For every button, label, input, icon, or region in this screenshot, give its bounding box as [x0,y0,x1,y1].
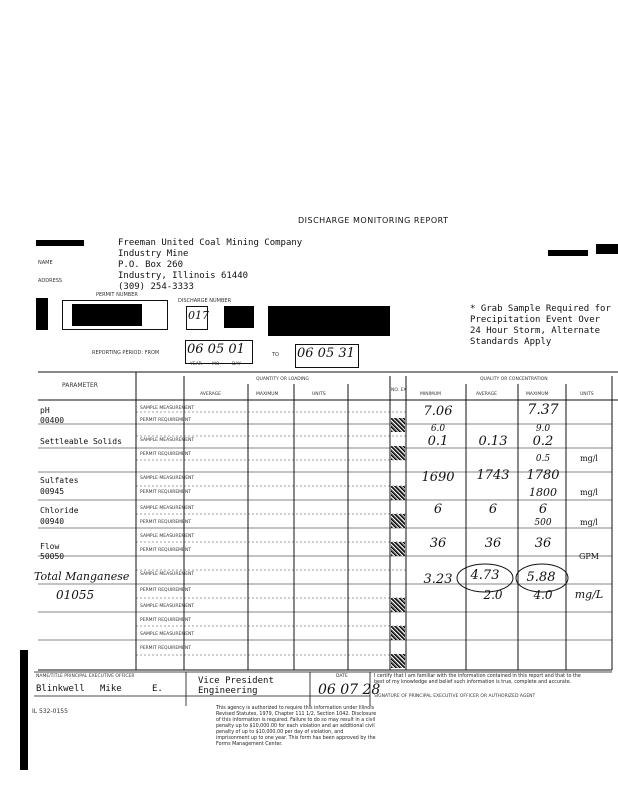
units: mg/l [580,488,598,497]
sample-maximum: 0.2 [532,434,554,449]
col-header-minimum: MINIMUM [420,392,441,397]
to-label: TO [272,352,279,358]
permit-requirement-label: PERMIT REQUIREMENT [140,418,192,423]
quantity-header: QUANTITY OR LOADING [256,377,309,382]
officer-label: NAME/TITLE PRINCIPAL EXECUTIVE OFFICER [36,674,135,679]
parameter-name: Settleable Solids [40,437,122,446]
parameter-name: Chloride [40,506,79,515]
sample-measurement-label: SAMPLE MEASUREMENT [140,534,195,539]
sample-maximum: 1780 [526,468,560,483]
sample-maximum: 5.88 [526,570,556,585]
permit-maximum: 0.5 [535,454,551,464]
parameter-name: pH [40,406,50,415]
company-city: Industry, Illinois 61440 [118,271,249,281]
parameter-code: 50050 [40,552,65,561]
sample-minimum: 6 [433,502,443,517]
permit-average: 2.0 [483,588,503,602]
certification-text: I certify that I am familiar with the information contained in this report and that to the best of my knowledge and belief such information is true, complete and accurate. [374,674,581,685]
company-phone: (309) 254-3333 [118,282,194,292]
parameter-code: 00945 [40,487,65,496]
permit-requirement-label: PERMIT REQUIREMENT [140,520,192,525]
discharge-number: 017 [188,309,209,322]
form-code: IL 532-0155 [32,708,68,715]
sample-measurement-label: SAMPLE MEASUREMENT [140,572,195,577]
permit-label: PERMIT NUMBER [96,292,138,298]
col-header-maximum: MAXIMUM [526,392,549,397]
parameter-header: PARAMETER [62,382,98,389]
report-title: DISCHARGE MONITORING REPORT [298,216,449,225]
date-sub-mo: MO [212,362,220,367]
officer-first-name: Mike [100,684,122,694]
date-sub-day: DAY [232,362,241,367]
officer-middle-initial: E. [152,684,163,694]
permit-minimum: 6.0 [430,424,446,434]
permit-maximum: 9.0 [535,424,551,434]
address-label: ADDRESS [38,278,63,284]
permit-requirement-label: PERMIT REQUIREMENT [140,548,192,553]
sample-measurement-label: SAMPLE MEASUREMENT [140,506,195,511]
sample-measurement-label: SAMPLE MEASUREMENT [140,604,195,609]
sample-measurement-label: SAMPLE MEASUREMENT [140,438,195,443]
parameter-code: 00400 [40,416,65,425]
parameter-name: Total Manganese [34,570,130,583]
permit-requirement-label: PERMIT REQUIREMENT [140,452,192,457]
col-header-units: UNITS [312,392,326,397]
sample-minimum: 7.06 [423,404,453,419]
units: mg/L [574,588,604,601]
company-facility: Industry Mine [118,249,189,259]
officer-title-sub: Engineering [198,686,258,696]
reporting-period-label: REPORTING PERIOD: FROM [92,350,160,356]
signature-label: SIGNATURE OF PRINCIPAL EXECUTIVE OFFICER OR AUTHORIZED AGENT [374,694,536,699]
col-header-units: UNITS [580,392,594,397]
permit-maximum: 4.0 [533,588,553,602]
parameter-code: 01055 [56,588,95,602]
from-date: 06 05 01 [187,342,245,357]
to-date: 06 05 31 [297,346,355,361]
col-header-maximum: MAXIMUM [256,392,279,397]
sample-average: 1743 [476,468,510,483]
sample-minimum: 0.1 [427,434,449,449]
units: GPM [579,552,599,561]
sample-minimum: 1690 [421,470,455,485]
sample-average: 0.13 [478,434,508,449]
units: mg/l [580,518,598,527]
company-name: Freeman United Coal Mining Company [118,238,303,248]
grab-note-line: * Grab Sample Required for [470,304,611,314]
permit-requirement-label: PERMIT REQUIREMENT [140,646,192,651]
company-po-box: P.O. Box 260 [118,260,184,270]
sample-maximum: 6 [538,502,548,517]
grab-note-line: Precipitation Event Over [470,315,601,325]
officer-last-name: Blinkwell [36,684,85,694]
parameter-code: 00940 [40,517,65,526]
notice-text: This agency is authorized to require this information under Illinois Revised Statutes, 1979, Chapter 111 1/2, Section 1042. Disclosure of this information is required. Failure to do so may result in a civil penalty up to $10,000.00 for each violation and an additional civil penalty of up to $10,000.00 per day of violation, and imprisonment up to one year. This form has been approved by the Forms Management Center. [216,706,377,747]
sample-maximum: 36 [534,536,552,551]
sample-average: 6 [488,502,498,517]
permit-requirement-label: PERMIT REQUIREMENT [140,588,192,593]
grab-note-line: Standards Apply [470,337,552,347]
signature-date: 06 07 28 [318,682,381,698]
sample-measurement-label: SAMPLE MEASUREMENT [140,476,195,481]
officer-title: Vice President [198,676,274,686]
sample-maximum: 7.37 [527,402,559,418]
no-ex-header: NO. EX [391,388,407,393]
sample-measurement-label: SAMPLE MEASUREMENT [140,406,195,411]
permittee-label: NAME [38,260,53,266]
sample-average: 36 [484,536,502,551]
sample-minimum: 36 [429,536,447,551]
parameter-name: Sulfates [40,476,79,485]
permit-requirement-label: PERMIT REQUIREMENT [140,618,192,623]
date-sub-year: YEAR [190,362,202,367]
permit-maximum: 1800 [529,486,557,499]
discharge-label: DISCHARGE NUMBER [178,298,232,304]
sample-average: 4.73 [470,568,500,583]
units: mg/l [580,454,598,463]
permit-maximum: 500 [534,518,552,528]
parameter-name: Flow [40,542,60,551]
col-header-average: AVERAGE [200,392,221,397]
col-header-average: AVERAGE [476,392,497,397]
permit-requirement-label: PERMIT REQUIREMENT [140,490,192,495]
sample-measurement-label: SAMPLE MEASUREMENT [140,632,195,637]
date-label: DATE [336,674,348,679]
quality-header: QUALITY OR CONCENTRATION [480,377,548,382]
grab-note-line: 24 Hour Storm, Alternate [470,326,601,336]
sample-minimum: 3.23 [423,572,453,587]
